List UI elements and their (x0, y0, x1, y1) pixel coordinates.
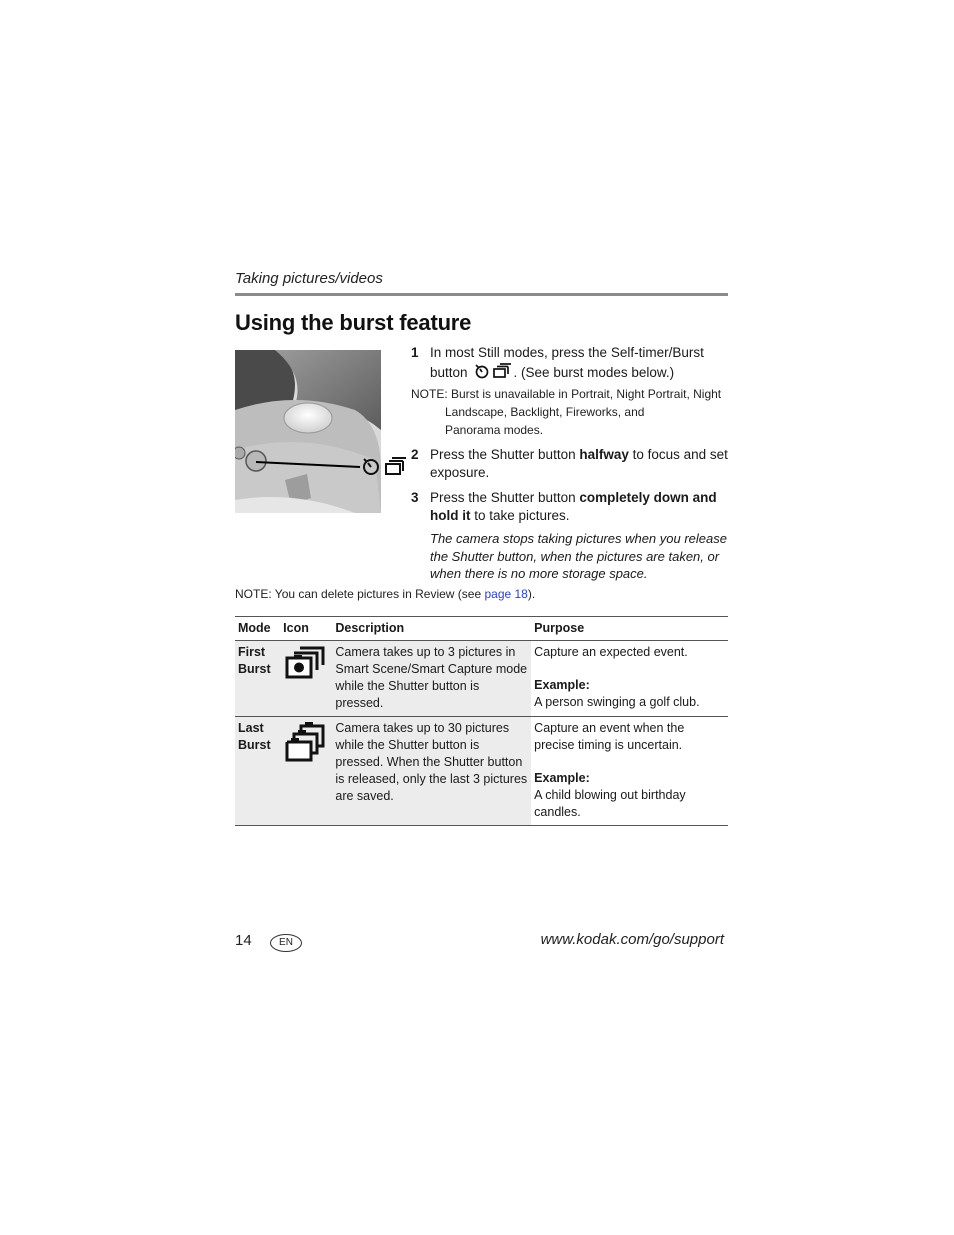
mode-name: Burst (238, 662, 271, 676)
step-1 (411, 344, 731, 382)
self-timer-burst-icon (360, 455, 406, 477)
purpose-cell (531, 717, 728, 826)
step-number: 2 (411, 447, 419, 462)
col-header-description: Description (332, 617, 531, 641)
step-number: 3 (411, 490, 419, 505)
self-timer-burst-icon (474, 362, 512, 380)
col-header-icon: Icon (280, 617, 332, 641)
mode-cell (235, 641, 280, 717)
icon-cell (280, 641, 332, 717)
page-number: 14 (235, 932, 252, 949)
example-label: Example: (534, 678, 590, 692)
step-text: Press the Shutter button (430, 490, 580, 505)
page-link[interactable]: page 18 (484, 587, 528, 601)
step-text: In most Still modes, press the Self-timer/Burst button (430, 345, 704, 380)
step-text-end: to focus and set exposure. (430, 447, 728, 480)
note-line: Landscape, Backlight, Fireworks, and (445, 405, 645, 419)
burst-modes-table (235, 616, 728, 826)
callout-line (256, 455, 366, 479)
step-emphasis: completely down and hold it (430, 490, 717, 523)
col-header-purpose: Purpose (531, 617, 728, 641)
example-label: Example: (534, 771, 590, 785)
table-row (235, 717, 728, 826)
mode-name: Last (238, 721, 264, 735)
burst-stop-info (411, 530, 731, 583)
mode-name: First (238, 645, 266, 659)
col-header-mode: Mode (235, 617, 280, 641)
note-text-end: ). (527, 587, 536, 601)
example-text: A person swinging a golf club. (534, 695, 700, 709)
header-rule (235, 293, 728, 296)
table-header-row (235, 617, 728, 641)
delete-note (235, 587, 535, 601)
description-cell: Camera takes up to 3 pictures in Smart Scene/Smart Capture mode while the Shutter button is pressed. (332, 641, 531, 717)
description-cell: Camera takes up to 30 pictures while the Shutter button is pressed. When the Shutter button is released, only the last 3 pictures are saved. (332, 717, 531, 826)
info-text: The camera stops taking pictures when you release the Shutter button, when the pictures are taken, or when there is no more storage space. (430, 531, 727, 581)
table-row (235, 641, 728, 717)
step-number: 1 (411, 345, 419, 360)
step-text-end: . (See burst modes below.) (513, 365, 675, 380)
step-2 (411, 446, 731, 482)
mode-cell (235, 717, 280, 826)
purpose-text: Capture an event when the precise timing is uncertain. (534, 721, 685, 752)
note-line: NOTE: Burst is unavailable in Portrait, Night Portrait, Night (411, 387, 722, 401)
support-url[interactable]: www.kodak.com/go/support (540, 931, 724, 948)
step-emphasis: halfway (579, 447, 629, 462)
language-badge: EN (270, 934, 302, 952)
icon-cell (280, 717, 332, 826)
example-text: A child blowing out birthday candles. (534, 788, 686, 819)
purpose-text: Capture an expected event. (534, 645, 688, 659)
mode-name: Burst (238, 738, 271, 752)
step-text-end: to take pictures. (470, 508, 570, 523)
step-3 (411, 489, 731, 525)
page-title: Using the burst feature (235, 310, 472, 335)
burst-note (411, 385, 731, 439)
step-text: Press the Shutter button (430, 447, 580, 462)
note-text: NOTE: You can delete pictures in Review (see (235, 587, 485, 601)
camera-top-photo (235, 350, 381, 513)
purpose-cell (531, 641, 728, 717)
first-burst-icon (283, 644, 327, 682)
note-line: Panorama modes. (445, 423, 544, 437)
last-burst-icon (283, 720, 327, 762)
section-header: Taking pictures/videos (235, 270, 383, 287)
